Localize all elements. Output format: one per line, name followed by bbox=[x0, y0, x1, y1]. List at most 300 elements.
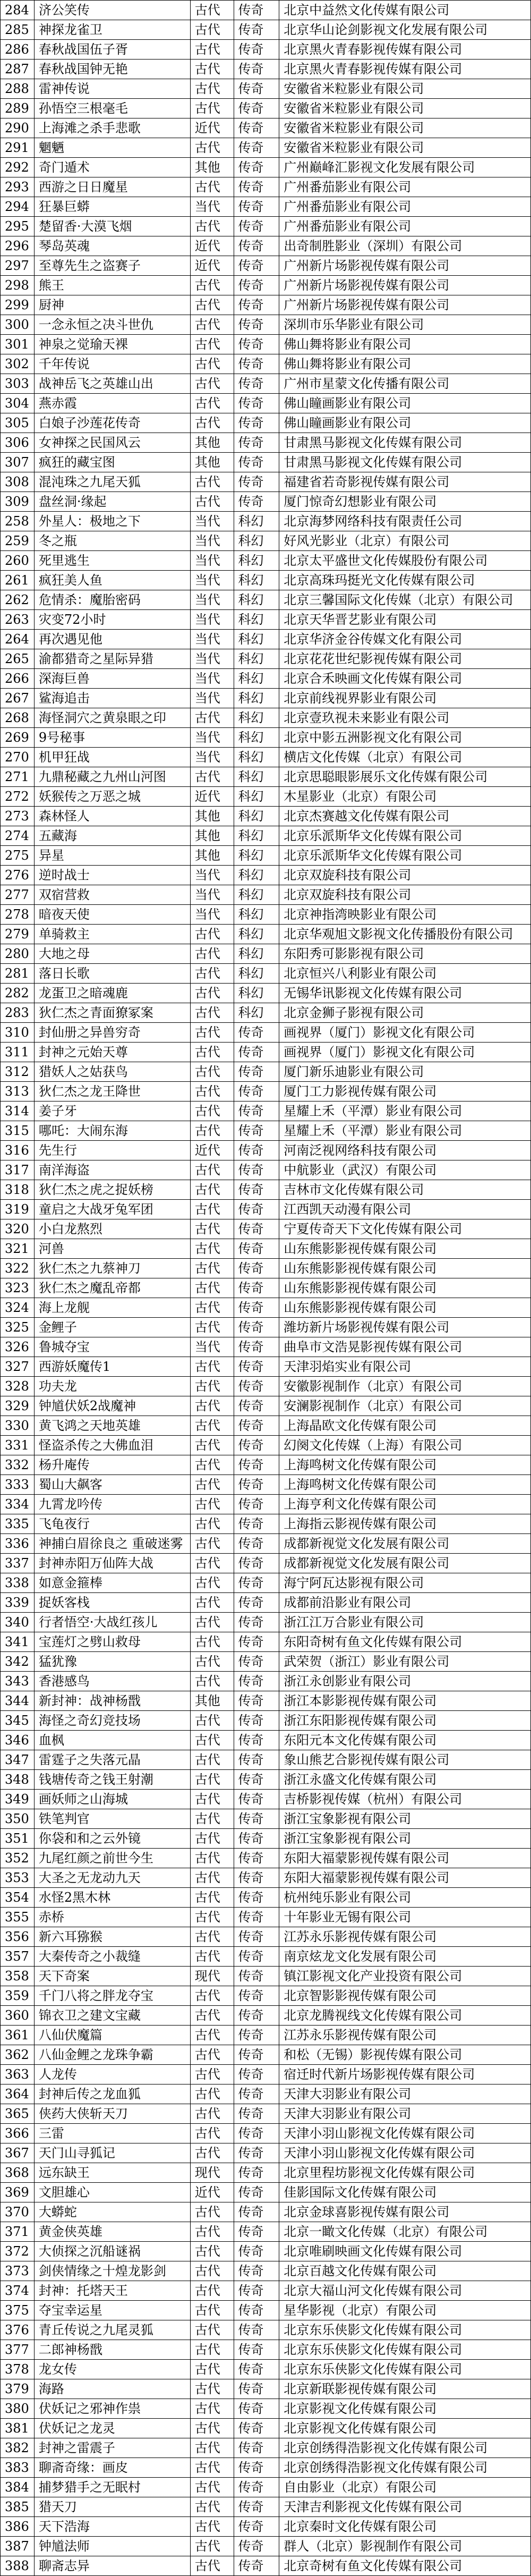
genre-cell: 科幻 bbox=[234, 807, 279, 826]
company-cell: 东阳秀可影影视有限公司 bbox=[279, 944, 531, 964]
table-row bbox=[1, 20, 531, 40]
company-cell: 北京百越文化传媒有限公司 bbox=[279, 2261, 531, 2281]
table-row bbox=[1, 512, 531, 531]
company-cell: 象山熊艺合影视传媒有限公司 bbox=[279, 1750, 531, 1770]
era-cell: 古代 bbox=[190, 2360, 234, 2379]
row-number-cell: 332 bbox=[1, 1455, 35, 1475]
film-title-cell: 妖猴传之万恶之城 bbox=[34, 787, 190, 807]
company-cell: 广州巅峰汇影视文化发展有限公司 bbox=[279, 158, 531, 177]
company-cell: 江苏永乐影视传媒有限公司 bbox=[279, 2026, 531, 2045]
film-title-cell: 五藏海 bbox=[34, 826, 190, 846]
table-row bbox=[1, 1101, 531, 1121]
era-cell: 古代 bbox=[190, 2222, 234, 2242]
film-title-cell: 水怪2黑木林 bbox=[34, 1888, 190, 1908]
company-cell: 东阳奇树有鱼文化传媒有限公司 bbox=[279, 1632, 531, 1652]
era-cell: 古代 bbox=[190, 708, 234, 728]
company-cell: 北京海梦网络科技有限责任公司 bbox=[279, 512, 531, 531]
table-row bbox=[1, 1396, 531, 1416]
film-title-cell: 落日长歌 bbox=[34, 964, 190, 984]
genre-cell: 传奇 bbox=[234, 1416, 279, 1436]
company-cell: 星耀上禾（平潭）影业有限公司 bbox=[279, 1101, 531, 1121]
row-number-cell: 361 bbox=[1, 2026, 35, 2045]
genre-cell: 传奇 bbox=[234, 1180, 279, 1200]
film-title-cell: 大蟒蛇 bbox=[34, 2202, 190, 2222]
film-title-cell: 神探龙雀卫 bbox=[34, 20, 190, 40]
table-row bbox=[1, 177, 531, 197]
table-row bbox=[1, 748, 531, 767]
row-number-cell: 309 bbox=[1, 492, 35, 512]
company-cell: 北京高珠玛挺光文化传媒有限公司 bbox=[279, 571, 531, 590]
table-row bbox=[1, 728, 531, 748]
row-number-cell: 300 bbox=[1, 315, 35, 335]
genre-cell: 传奇 bbox=[234, 1554, 279, 1573]
era-cell: 当代 bbox=[190, 630, 234, 649]
table-row bbox=[1, 669, 531, 689]
film-title-cell: 狄仁杰之龙王降世 bbox=[34, 1082, 190, 1101]
era-cell: 古代 bbox=[190, 1927, 234, 1947]
era-cell: 古代 bbox=[190, 1986, 234, 2006]
film-title-cell: 新封神：战神杨戬 bbox=[34, 1691, 190, 1711]
table-row bbox=[1, 2478, 531, 2497]
era-cell: 其他 bbox=[190, 846, 234, 866]
genre-cell: 传奇 bbox=[234, 1711, 279, 1731]
genre-cell: 传奇 bbox=[234, 1908, 279, 1927]
row-number-cell: 340 bbox=[1, 1613, 35, 1632]
table-row bbox=[1, 158, 531, 177]
row-number-cell: 269 bbox=[1, 728, 35, 748]
era-cell: 古代 bbox=[190, 2281, 234, 2301]
company-cell: 北京杰赛越文化传媒有限公司 bbox=[279, 807, 531, 826]
company-cell: 北京三馨国际文化传媒（北京）有限公司 bbox=[279, 590, 531, 610]
film-title-cell: 天下浩海 bbox=[34, 2517, 190, 2537]
table-row bbox=[1, 1829, 531, 1849]
table-row bbox=[1, 1475, 531, 1495]
film-title-cell: 9号秘事 bbox=[34, 728, 190, 748]
film-title-cell: 赤桥 bbox=[34, 1908, 190, 1927]
row-number-cell: 367 bbox=[1, 2143, 35, 2163]
film-title-cell: 飞龟夜行 bbox=[34, 1514, 190, 1534]
genre-cell: 传奇 bbox=[234, 2065, 279, 2084]
table-row bbox=[1, 2497, 531, 2517]
company-cell: 佛山瞳画影业有限公司 bbox=[279, 413, 531, 433]
film-title-cell: 哪吒：大闹东海 bbox=[34, 1121, 190, 1141]
film-title-cell: 奇门遁术 bbox=[34, 158, 190, 177]
film-title-cell: 功夫龙 bbox=[34, 1377, 190, 1396]
company-cell: 北京里程坊影视文化传媒有限公司 bbox=[279, 2163, 531, 2183]
era-cell: 当代 bbox=[190, 551, 234, 571]
era-cell: 古代 bbox=[190, 1, 234, 20]
row-number-cell: 342 bbox=[1, 1652, 35, 1672]
genre-cell: 科幻 bbox=[234, 748, 279, 767]
era-cell: 古代 bbox=[190, 2399, 234, 2419]
genre-cell: 传奇 bbox=[234, 315, 279, 335]
film-title-cell: 猛犹豫 bbox=[34, 1652, 190, 1672]
table-row bbox=[1, 2360, 531, 2379]
genre-cell: 传奇 bbox=[234, 256, 279, 276]
company-cell: 北京东乐侠影文化传媒有限公司 bbox=[279, 2320, 531, 2340]
row-number-cell: 265 bbox=[1, 649, 35, 669]
genre-cell: 传奇 bbox=[234, 1200, 279, 1219]
row-number-cell: 322 bbox=[1, 1259, 35, 1278]
film-title-cell: 蜀山大飙客 bbox=[34, 1475, 190, 1495]
table-row bbox=[1, 2399, 531, 2419]
company-cell: 北京金狮子影视有限公司 bbox=[279, 1003, 531, 1023]
table-row bbox=[1, 610, 531, 630]
genre-cell: 传奇 bbox=[234, 1219, 279, 1239]
company-cell: 东阳大福蒙影视传媒有限公司 bbox=[279, 1868, 531, 1888]
table-row bbox=[1, 1023, 531, 1043]
film-title-cell: 神捕白眉徐良之 重破迷雾 bbox=[34, 1534, 190, 1554]
genre-cell: 科幻 bbox=[234, 590, 279, 610]
table-row bbox=[1, 1436, 531, 1455]
era-cell: 当代 bbox=[190, 531, 234, 551]
era-cell: 古代 bbox=[190, 1475, 234, 1495]
company-cell: 北京双旋科技有限公司 bbox=[279, 866, 531, 885]
era-cell: 古代 bbox=[190, 1947, 234, 1967]
era-cell: 当代 bbox=[190, 1337, 234, 1357]
film-title-cell: 剑侠情缘之十煌龙影剑 bbox=[34, 2261, 190, 2281]
film-title-cell: 燕赤霞 bbox=[34, 394, 190, 413]
company-cell: 安徽省米粒影业有限公司 bbox=[279, 79, 531, 99]
company-cell: 上海鸣树文化传媒有限公司 bbox=[279, 1475, 531, 1495]
table-row bbox=[1, 197, 531, 217]
genre-cell: 传奇 bbox=[234, 1377, 279, 1396]
company-cell: 天津小羽山影视文化传媒有限公司 bbox=[279, 2143, 531, 2163]
era-cell: 当代 bbox=[190, 866, 234, 885]
row-number-cell: 283 bbox=[1, 1003, 35, 1023]
table-row bbox=[1, 335, 531, 354]
table-row bbox=[1, 276, 531, 295]
genre-cell: 传奇 bbox=[234, 2124, 279, 2143]
film-title-cell: 行者悟空·大战红孩儿 bbox=[34, 1613, 190, 1632]
genre-cell: 科幻 bbox=[234, 866, 279, 885]
film-title-cell: 狄仁杰之魔乱帝都 bbox=[34, 1278, 190, 1298]
era-cell: 当代 bbox=[190, 748, 234, 767]
table-row bbox=[1, 1672, 531, 1691]
era-cell: 古代 bbox=[190, 1652, 234, 1672]
row-number-cell: 346 bbox=[1, 1731, 35, 1750]
table-row bbox=[1, 236, 531, 256]
company-cell: 安徽影视制作（北京）有限公司 bbox=[279, 1377, 531, 1396]
company-cell: 镇江影视文化产业投资有限公司 bbox=[279, 1967, 531, 1986]
table-row bbox=[1, 1750, 531, 1770]
table-row bbox=[1, 1652, 531, 1672]
company-cell: 北京壹玖视未来影业有限公司 bbox=[279, 708, 531, 728]
row-number-cell: 365 bbox=[1, 2104, 35, 2124]
company-cell: 成都前沿影业有限公司 bbox=[279, 1593, 531, 1613]
table-row bbox=[1, 492, 531, 512]
era-cell: 古代 bbox=[190, 1396, 234, 1416]
row-number-cell: 372 bbox=[1, 2242, 35, 2261]
genre-cell: 科幻 bbox=[234, 1003, 279, 1023]
film-title-cell: 黄飞鸿之天地英雄 bbox=[34, 1416, 190, 1436]
company-cell: 好风光影业（北京）有限公司 bbox=[279, 531, 531, 551]
row-number-cell: 378 bbox=[1, 2360, 35, 2379]
row-number-cell: 324 bbox=[1, 1298, 35, 1318]
era-cell: 古代 bbox=[190, 138, 234, 158]
table-row bbox=[1, 433, 531, 453]
genre-cell: 传奇 bbox=[234, 236, 279, 256]
era-cell: 古代 bbox=[190, 2124, 234, 2143]
table-row bbox=[1, 1711, 531, 1731]
genre-cell: 传奇 bbox=[234, 1652, 279, 1672]
table-row bbox=[1, 1062, 531, 1082]
film-title-cell: 深海巨兽 bbox=[34, 669, 190, 689]
company-cell: 北京唯刷映画文化传媒有限公司 bbox=[279, 2242, 531, 2261]
row-number-cell: 261 bbox=[1, 571, 35, 590]
company-cell: 北京一瞰文化传媒（北京）有限公司 bbox=[279, 2222, 531, 2242]
table-row bbox=[1, 885, 531, 905]
row-number-cell: 272 bbox=[1, 787, 35, 807]
table-row bbox=[1, 866, 531, 885]
row-number-cell: 288 bbox=[1, 79, 35, 99]
row-number-cell: 385 bbox=[1, 2497, 35, 2517]
table-row bbox=[1, 708, 531, 728]
film-title-cell: 小白龙熬烈 bbox=[34, 1219, 190, 1239]
table-row bbox=[1, 2026, 531, 2045]
company-cell: 北京影视文化传媒有限公司 bbox=[279, 2419, 531, 2438]
film-title-cell: 上海滩之杀手悲歌 bbox=[34, 118, 190, 138]
era-cell: 当代 bbox=[190, 197, 234, 217]
era-cell: 古代 bbox=[190, 2438, 234, 2458]
genre-cell: 传奇 bbox=[234, 1672, 279, 1691]
row-number-cell: 381 bbox=[1, 2419, 35, 2438]
company-cell: 武荣贺（浙江）影业有限公司 bbox=[279, 1652, 531, 1672]
era-cell: 近代 bbox=[190, 2183, 234, 2202]
row-number-cell: 347 bbox=[1, 1750, 35, 1770]
row-number-cell: 327 bbox=[1, 1357, 35, 1377]
genre-cell: 科幻 bbox=[234, 531, 279, 551]
company-cell: 海宁阿瓦达影视有限公司 bbox=[279, 1573, 531, 1593]
film-title-cell: 姜子牙 bbox=[34, 1101, 190, 1121]
table-row bbox=[1, 1180, 531, 1200]
company-cell: 河南泛视网络科技有限公司 bbox=[279, 1141, 531, 1160]
era-cell: 古代 bbox=[190, 1593, 234, 1613]
company-cell: 甘肃黑马影视文化传媒有限公司 bbox=[279, 453, 531, 472]
film-title-cell: 楚留香·大漠飞烟 bbox=[34, 217, 190, 236]
genre-cell: 传奇 bbox=[234, 1318, 279, 1337]
row-number-cell: 303 bbox=[1, 374, 35, 394]
genre-cell: 传奇 bbox=[234, 433, 279, 453]
company-cell: 北京恒兴八利影业有限公司 bbox=[279, 964, 531, 984]
era-cell: 古代 bbox=[190, 1160, 234, 1180]
company-cell: 广州新片场影视传媒有限公司 bbox=[279, 256, 531, 276]
film-title-cell: 猎天刀 bbox=[34, 2497, 190, 2517]
film-title-cell: 狂暴巨蟒 bbox=[34, 197, 190, 217]
film-title-cell: 南洋海盗 bbox=[34, 1160, 190, 1180]
genre-cell: 科幻 bbox=[234, 630, 279, 649]
row-number-cell: 335 bbox=[1, 1514, 35, 1534]
row-number-cell: 380 bbox=[1, 2399, 35, 2419]
row-number-cell: 370 bbox=[1, 2202, 35, 2222]
film-title-cell: 童启之大战牙兔军团 bbox=[34, 1200, 190, 1219]
era-cell: 古代 bbox=[190, 99, 234, 118]
table-row bbox=[1, 944, 531, 964]
film-title-cell: 河兽 bbox=[34, 1239, 190, 1259]
company-cell: 幻阕文化传媒（上海）有限公司 bbox=[279, 1436, 531, 1455]
table-row bbox=[1, 1573, 531, 1593]
row-number-cell: 338 bbox=[1, 1573, 35, 1593]
film-title-cell: 战神岳飞之英雄山出 bbox=[34, 374, 190, 394]
era-cell: 其他 bbox=[190, 433, 234, 453]
row-number-cell: 262 bbox=[1, 590, 35, 610]
row-number-cell: 285 bbox=[1, 20, 35, 40]
genre-cell: 传奇 bbox=[234, 492, 279, 512]
film-title-cell: 如意金箍棒 bbox=[34, 1573, 190, 1593]
film-title-cell: 香港感鸟 bbox=[34, 1672, 190, 1691]
era-cell: 近代 bbox=[190, 787, 234, 807]
era-cell: 当代 bbox=[190, 649, 234, 669]
genre-cell: 科幻 bbox=[234, 708, 279, 728]
genre-cell: 传奇 bbox=[234, 1062, 279, 1082]
genre-cell: 传奇 bbox=[234, 1790, 279, 1809]
row-number-cell: 310 bbox=[1, 1023, 35, 1043]
company-cell: 安澜影视制作（北京）有限公司 bbox=[279, 1396, 531, 1416]
film-title-cell: 海上龙舰 bbox=[34, 1298, 190, 1318]
table-row bbox=[1, 964, 531, 984]
film-title-cell: 盘丝洞·缘起 bbox=[34, 492, 190, 512]
era-cell: 古代 bbox=[190, 1357, 234, 1377]
table-row bbox=[1, 551, 531, 571]
table-row bbox=[1, 1908, 531, 1927]
film-title-cell: 夺宝幸运星 bbox=[34, 2301, 190, 2320]
genre-cell: 科幻 bbox=[234, 826, 279, 846]
era-cell: 古代 bbox=[190, 1632, 234, 1652]
film-title-cell: 逆时战士 bbox=[34, 866, 190, 885]
company-cell: 佛山瞳画影业有限公司 bbox=[279, 394, 531, 413]
era-cell: 古代 bbox=[190, 2517, 234, 2537]
era-cell: 当代 bbox=[190, 689, 234, 708]
company-cell: 浙江永盛文化传媒有限公司 bbox=[279, 1770, 531, 1790]
era-cell: 古代 bbox=[190, 1554, 234, 1573]
company-cell: 广州番茄影业有限公司 bbox=[279, 197, 531, 217]
company-cell: 东阳大福蒙影视传媒有限公司 bbox=[279, 1849, 531, 1868]
film-title-cell: 封神之雷震子 bbox=[34, 2438, 190, 2458]
company-cell: 横店文化传媒（北京）有限公司 bbox=[279, 748, 531, 767]
genre-cell: 传奇 bbox=[234, 1043, 279, 1062]
genre-cell: 传奇 bbox=[234, 60, 279, 79]
era-cell: 古代 bbox=[190, 1082, 234, 1101]
era-cell: 古代 bbox=[190, 1436, 234, 1455]
table-row bbox=[1, 2183, 531, 2202]
genre-cell: 传奇 bbox=[234, 1396, 279, 1416]
company-cell: 北京黑火青春影视传媒有限公司 bbox=[279, 60, 531, 79]
table-row bbox=[1, 767, 531, 787]
era-cell: 古代 bbox=[190, 2419, 234, 2438]
row-number-cell: 373 bbox=[1, 2261, 35, 2281]
company-cell: 画视界（厦门）影视文化有限公司 bbox=[279, 1043, 531, 1062]
era-cell: 近代 bbox=[190, 256, 234, 276]
row-number-cell: 354 bbox=[1, 1888, 35, 1908]
genre-cell: 科幻 bbox=[234, 669, 279, 689]
genre-cell: 传奇 bbox=[234, 1750, 279, 1770]
genre-cell: 传奇 bbox=[234, 1023, 279, 1043]
era-cell: 古代 bbox=[190, 2006, 234, 2026]
era-cell: 古代 bbox=[190, 354, 234, 374]
table-row bbox=[1, 1868, 531, 1888]
company-cell: 深圳市乐华影业有限公司 bbox=[279, 315, 531, 335]
table-row bbox=[1, 118, 531, 138]
table-row bbox=[1, 984, 531, 1003]
film-title-cell: 至尊先生之盗赛子 bbox=[34, 256, 190, 276]
film-title-cell: 大秦传奇之小裁缝 bbox=[34, 1947, 190, 1967]
company-cell: 浙江永创影业有限公司 bbox=[279, 1672, 531, 1691]
row-number-cell: 348 bbox=[1, 1770, 35, 1790]
row-number-cell: 266 bbox=[1, 669, 35, 689]
genre-cell: 传奇 bbox=[234, 1239, 279, 1259]
era-cell: 古代 bbox=[190, 394, 234, 413]
row-number-cell: 344 bbox=[1, 1691, 35, 1711]
company-cell: 北京创绣得浩影视文化传媒有限公司 bbox=[279, 2458, 531, 2478]
company-cell: 浙江本影影视传媒有限公司 bbox=[279, 1691, 531, 1711]
genre-cell: 传奇 bbox=[234, 197, 279, 217]
genre-cell: 科幻 bbox=[234, 846, 279, 866]
era-cell: 古代 bbox=[190, 2320, 234, 2340]
table-row bbox=[1, 374, 531, 394]
genre-cell: 传奇 bbox=[234, 2340, 279, 2360]
film-title-cell: 杨升庵传 bbox=[34, 1455, 190, 1475]
table-row bbox=[1, 1357, 531, 1377]
genre-cell: 传奇 bbox=[234, 1770, 279, 1790]
table-row bbox=[1, 1160, 531, 1180]
genre-cell: 传奇 bbox=[234, 158, 279, 177]
genre-cell: 传奇 bbox=[234, 1888, 279, 1908]
genre-cell: 传奇 bbox=[234, 1337, 279, 1357]
film-title-cell: 远东缺王 bbox=[34, 2163, 190, 2183]
table-row bbox=[1, 60, 531, 79]
film-title-cell: 狄仁杰之青面獠冢案 bbox=[34, 1003, 190, 1023]
film-title-cell: 钟馗法师 bbox=[34, 2537, 190, 2556]
table-row bbox=[1, 1731, 531, 1750]
company-cell: 无锡华讯影视文化传媒有限公司 bbox=[279, 984, 531, 1003]
genre-cell: 传奇 bbox=[234, 1082, 279, 1101]
genre-cell: 科幻 bbox=[234, 905, 279, 925]
genre-cell: 传奇 bbox=[234, 1259, 279, 1278]
row-number-cell: 317 bbox=[1, 1160, 35, 1180]
era-cell: 古代 bbox=[190, 1259, 234, 1278]
row-number-cell: 360 bbox=[1, 2006, 35, 2026]
film-title-cell: 宝莲灯之劈山救母 bbox=[34, 1632, 190, 1652]
genre-cell: 传奇 bbox=[234, 79, 279, 99]
film-title-cell: 鲨海追击 bbox=[34, 689, 190, 708]
table-row bbox=[1, 846, 531, 866]
table-row bbox=[1, 1967, 531, 1986]
table-row bbox=[1, 590, 531, 610]
row-number-cell: 271 bbox=[1, 767, 35, 787]
genre-cell: 传奇 bbox=[234, 335, 279, 354]
era-cell: 古代 bbox=[190, 1200, 234, 1219]
film-title-cell: 怪盗杀传之大佛血泪 bbox=[34, 1436, 190, 1455]
era-cell: 古代 bbox=[190, 1809, 234, 1829]
genre-cell: 传奇 bbox=[234, 1573, 279, 1593]
table-row bbox=[1, 1947, 531, 1967]
genre-cell: 传奇 bbox=[234, 118, 279, 138]
table-row bbox=[1, 1377, 531, 1396]
era-cell: 古代 bbox=[190, 1023, 234, 1043]
film-title-cell: 孙悟空三根毫毛 bbox=[34, 99, 190, 118]
company-cell: 北京创绣得浩影视文化传媒有限公司 bbox=[279, 2438, 531, 2458]
genre-cell: 传奇 bbox=[234, 138, 279, 158]
film-title-cell: 二郎神杨戬 bbox=[34, 2340, 190, 2360]
company-cell: 北京花花世纪影视传媒有限公司 bbox=[279, 649, 531, 669]
genre-cell: 传奇 bbox=[234, 1357, 279, 1377]
era-cell: 古代 bbox=[190, 2045, 234, 2065]
era-cell: 古代 bbox=[190, 964, 234, 984]
company-cell: 北京中影五洲影视文化有限公司 bbox=[279, 728, 531, 748]
row-number-cell: 386 bbox=[1, 2517, 35, 2537]
row-number-cell: 315 bbox=[1, 1121, 35, 1141]
table-row bbox=[1, 2517, 531, 2537]
